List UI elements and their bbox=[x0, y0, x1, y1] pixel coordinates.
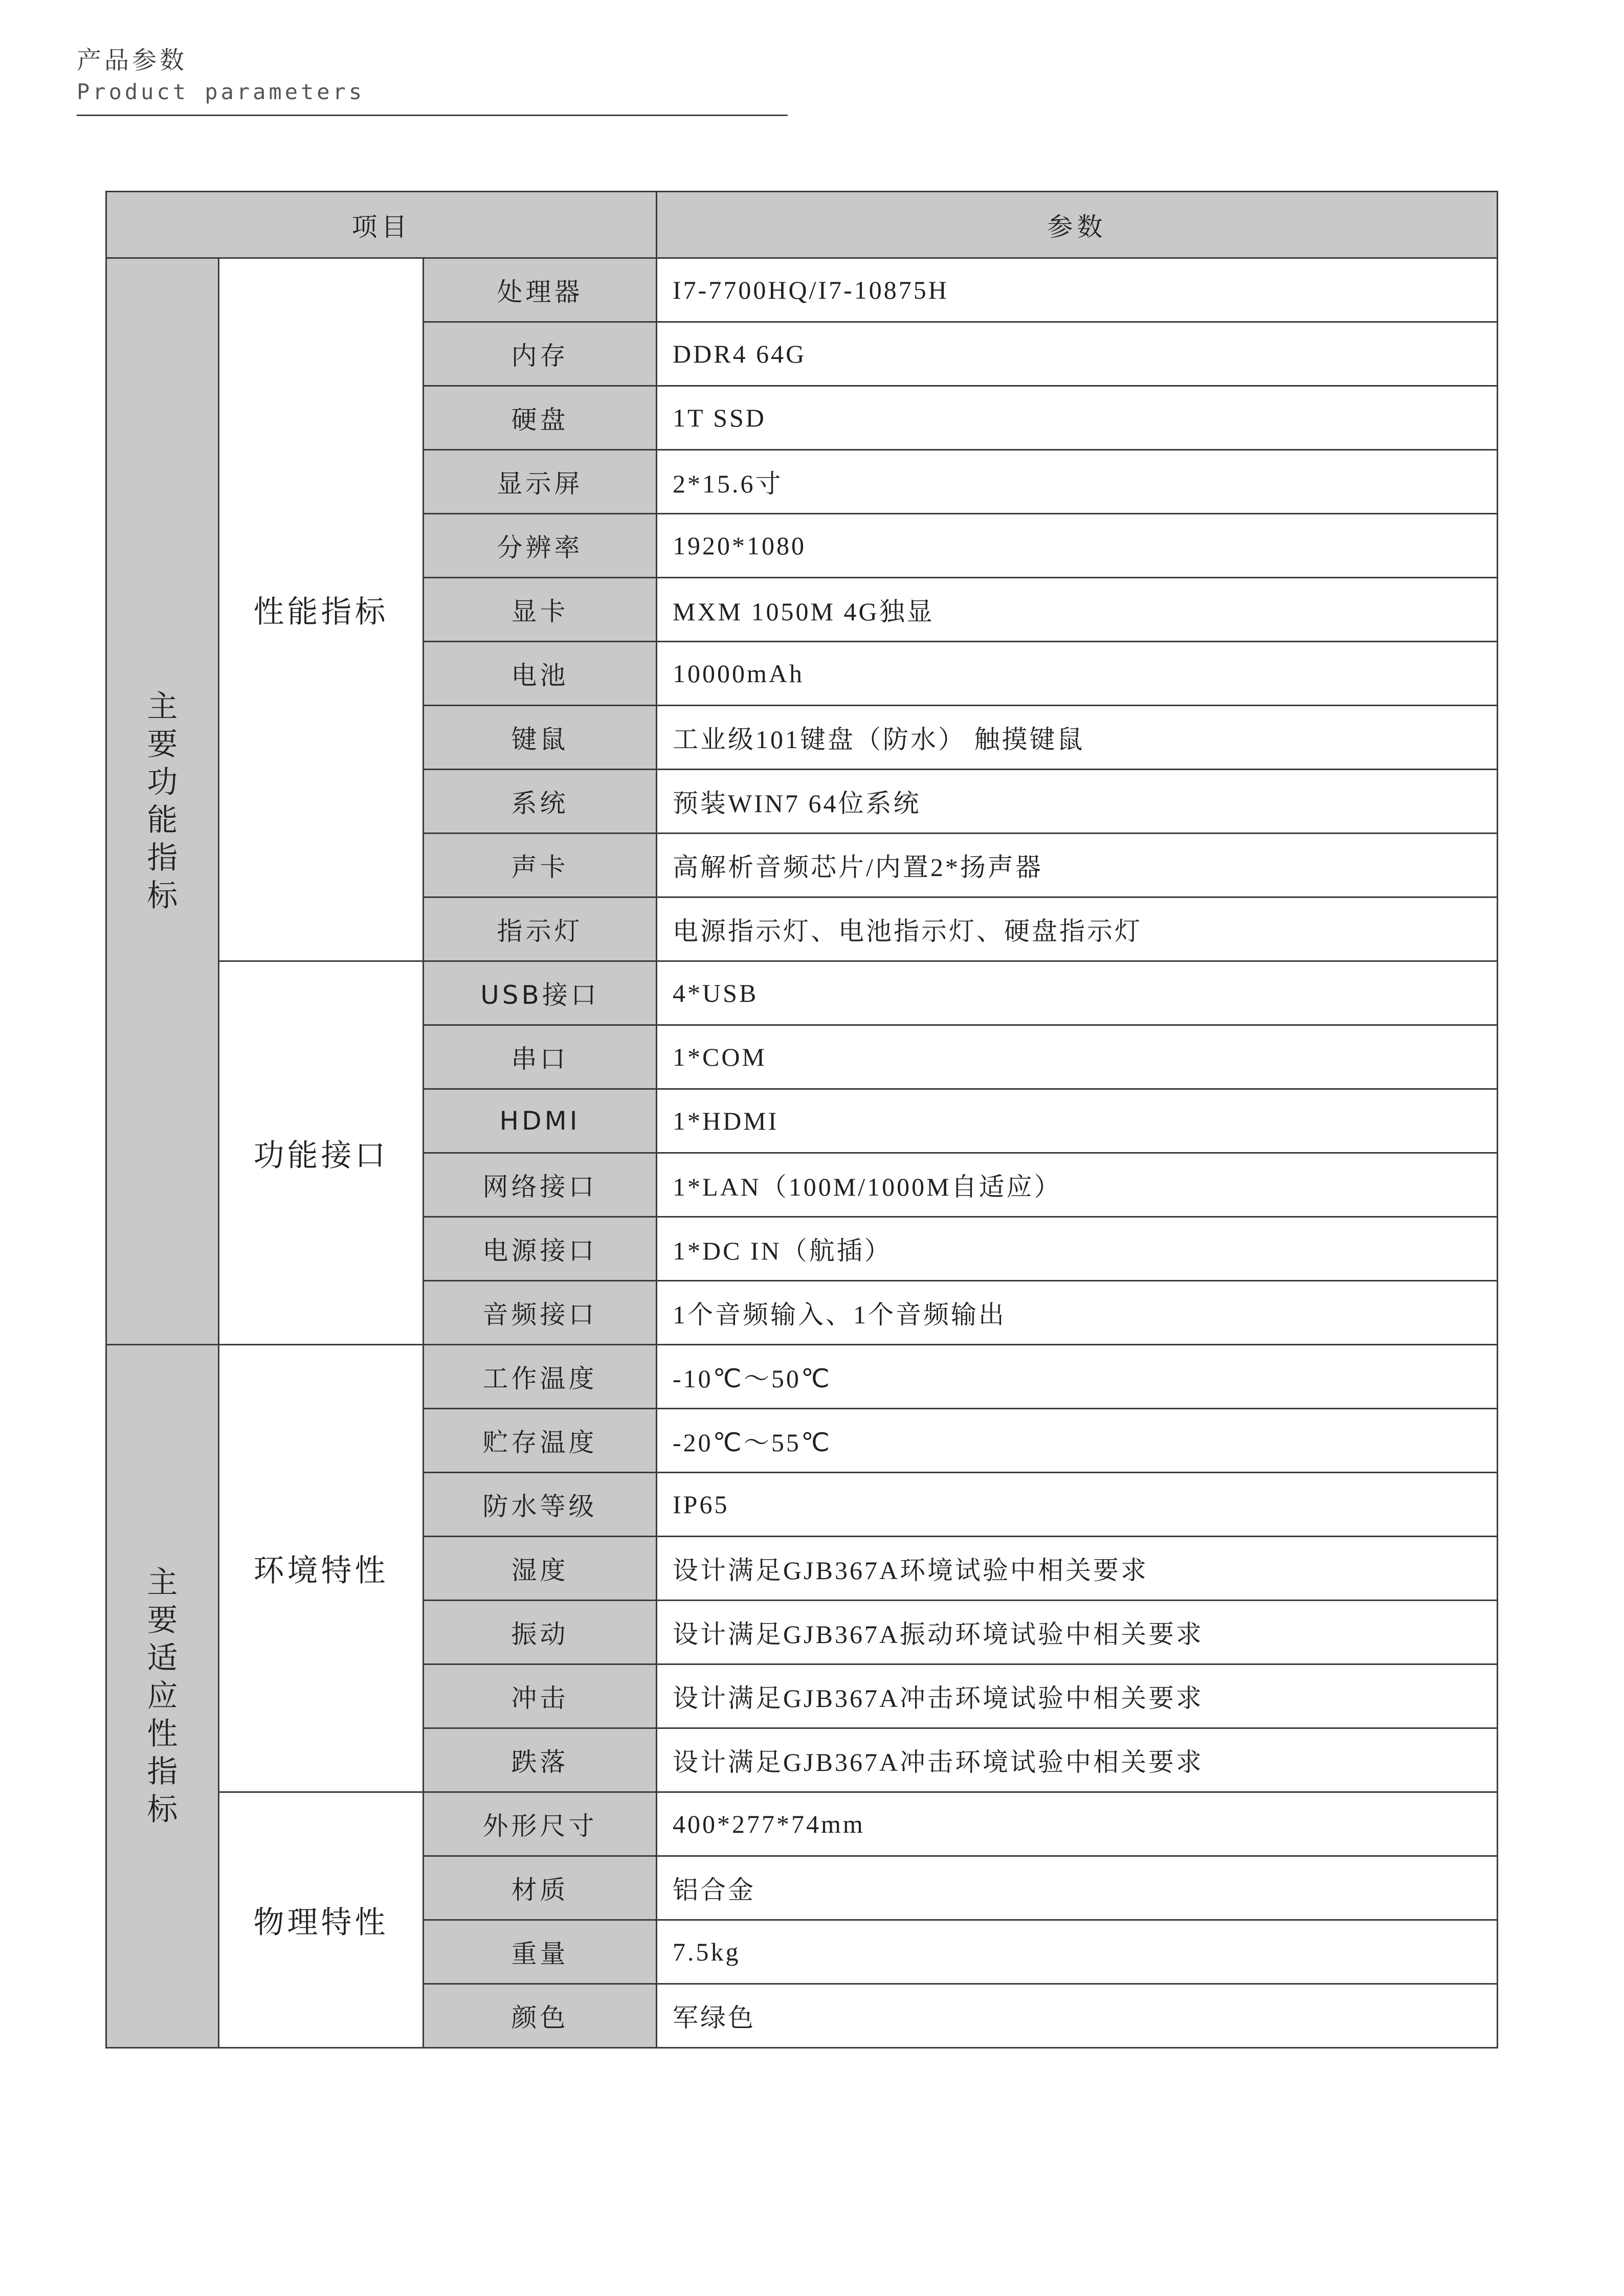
item-label-cell: 电源接口 bbox=[424, 1217, 657, 1281]
item-label-cell: 重量 bbox=[424, 1920, 657, 1984]
item-value-cell: 1T SSD bbox=[657, 386, 1498, 450]
subcategory-cell: 功能接口 bbox=[219, 961, 424, 1345]
item-value-cell: DDR4 64G bbox=[657, 322, 1498, 386]
item-value-cell: 设计满足GJB367A冲击环境试验中相关要求 bbox=[657, 1664, 1498, 1728]
item-label-cell: 防水等级 bbox=[424, 1473, 657, 1537]
item-label-cell: 外形尺寸 bbox=[424, 1792, 657, 1856]
item-value-cell: 设计满足GJB367A振动环境试验中相关要求 bbox=[657, 1601, 1498, 1664]
category-label: 主要功能指标 bbox=[147, 689, 178, 914]
item-value-cell: 设计满足GJB367A冲击环境试验中相关要求 bbox=[657, 1728, 1498, 1792]
item-label-cell: 振动 bbox=[424, 1601, 657, 1664]
item-label-cell: 指示灯 bbox=[424, 897, 657, 961]
subcategory-cell: 环境特性 bbox=[219, 1345, 424, 1792]
spec-table-body bbox=[106, 258, 1498, 2048]
spec-table bbox=[105, 191, 1498, 2049]
item-label-cell: 键鼠 bbox=[424, 706, 657, 770]
table-header-row bbox=[106, 192, 1498, 258]
item-value-cell: 1*HDMI bbox=[657, 1089, 1498, 1153]
item-label-cell: 显卡 bbox=[424, 578, 657, 642]
item-label-cell: 网络接口 bbox=[424, 1153, 657, 1217]
item-value-cell: IP65 bbox=[657, 1473, 1498, 1537]
col-header-param: 参数 bbox=[657, 192, 1498, 258]
item-value-cell: -10℃～50℃ bbox=[657, 1345, 1498, 1409]
category-cell bbox=[106, 258, 219, 1345]
subcategory-cell: 性能指标 bbox=[219, 258, 424, 961]
item-value-cell: I7-7700HQ/I7-10875H bbox=[657, 258, 1498, 322]
item-label-cell: 冲击 bbox=[424, 1664, 657, 1728]
category-cell bbox=[106, 1345, 219, 2048]
item-label-cell: 贮存温度 bbox=[424, 1409, 657, 1473]
header-divider bbox=[77, 115, 788, 116]
table-row bbox=[106, 961, 1498, 1025]
table-row bbox=[106, 1792, 1498, 1856]
item-label-cell: USB接口 bbox=[424, 961, 657, 1025]
item-value-cell: 2*15.6寸 bbox=[657, 450, 1498, 514]
item-value-cell: 7.5kg bbox=[657, 1920, 1498, 1984]
subcategory-cell: 物理特性 bbox=[219, 1792, 424, 2048]
item-value-cell: 1*DC IN（航插） bbox=[657, 1217, 1498, 1281]
item-value-cell: 预装WIN7 64位系统 bbox=[657, 770, 1498, 834]
item-value-cell: 工业级101键盘（防水） 触摸键鼠 bbox=[657, 706, 1498, 770]
table-row bbox=[106, 1345, 1498, 1409]
item-label-cell: 跌落 bbox=[424, 1728, 657, 1792]
item-label-cell: 内存 bbox=[424, 322, 657, 386]
page-title: 产品参数 bbox=[77, 46, 188, 75]
item-value-cell: 400*277*74mm bbox=[657, 1792, 1498, 1856]
item-label-cell: 系统 bbox=[424, 770, 657, 834]
item-label-cell: 材质 bbox=[424, 1856, 657, 1920]
item-value-cell: 10000mAh bbox=[657, 642, 1498, 706]
item-label-cell: 显示屏 bbox=[424, 450, 657, 514]
item-label-cell: 声卡 bbox=[424, 834, 657, 897]
table-row bbox=[106, 258, 1498, 322]
item-label-cell: 音频接口 bbox=[424, 1281, 657, 1345]
item-label-cell: 串口 bbox=[424, 1025, 657, 1089]
item-label-cell: 颜色 bbox=[424, 1984, 657, 2048]
item-label-cell: 分辨率 bbox=[424, 514, 657, 578]
item-value-cell: MXM 1050M 4G独显 bbox=[657, 578, 1498, 642]
item-value-cell: 设计满足GJB367A环境试验中相关要求 bbox=[657, 1537, 1498, 1601]
item-label-cell: 硬盘 bbox=[424, 386, 657, 450]
item-value-cell: 4*USB bbox=[657, 961, 1498, 1025]
col-header-item: 项目 bbox=[106, 192, 657, 258]
item-value-cell: -20℃～55℃ bbox=[657, 1409, 1498, 1473]
category-label: 主要适应性指标 bbox=[147, 1565, 178, 1828]
item-value-cell: 高解析音频芯片/内置2*扬声器 bbox=[657, 834, 1498, 897]
item-value-cell: 电源指示灯、电池指示灯、硬盘指示灯 bbox=[657, 897, 1498, 961]
item-value-cell: 1920*1080 bbox=[657, 514, 1498, 578]
page-subtitle: Product parameters bbox=[77, 79, 365, 104]
item-label-cell: HDMI bbox=[424, 1089, 657, 1153]
item-value-cell: 铝合金 bbox=[657, 1856, 1498, 1920]
item-label-cell: 工作温度 bbox=[424, 1345, 657, 1409]
item-value-cell: 1*COM bbox=[657, 1025, 1498, 1089]
item-label-cell: 电池 bbox=[424, 642, 657, 706]
item-label-cell: 处理器 bbox=[424, 258, 657, 322]
page-header bbox=[77, 45, 788, 106]
item-label-cell: 湿度 bbox=[424, 1537, 657, 1601]
item-value-cell: 军绿色 bbox=[657, 1984, 1498, 2048]
item-value-cell: 1*LAN（100M/1000M自适应） bbox=[657, 1153, 1498, 1217]
item-value-cell: 1个音频输入、1个音频输出 bbox=[657, 1281, 1498, 1345]
